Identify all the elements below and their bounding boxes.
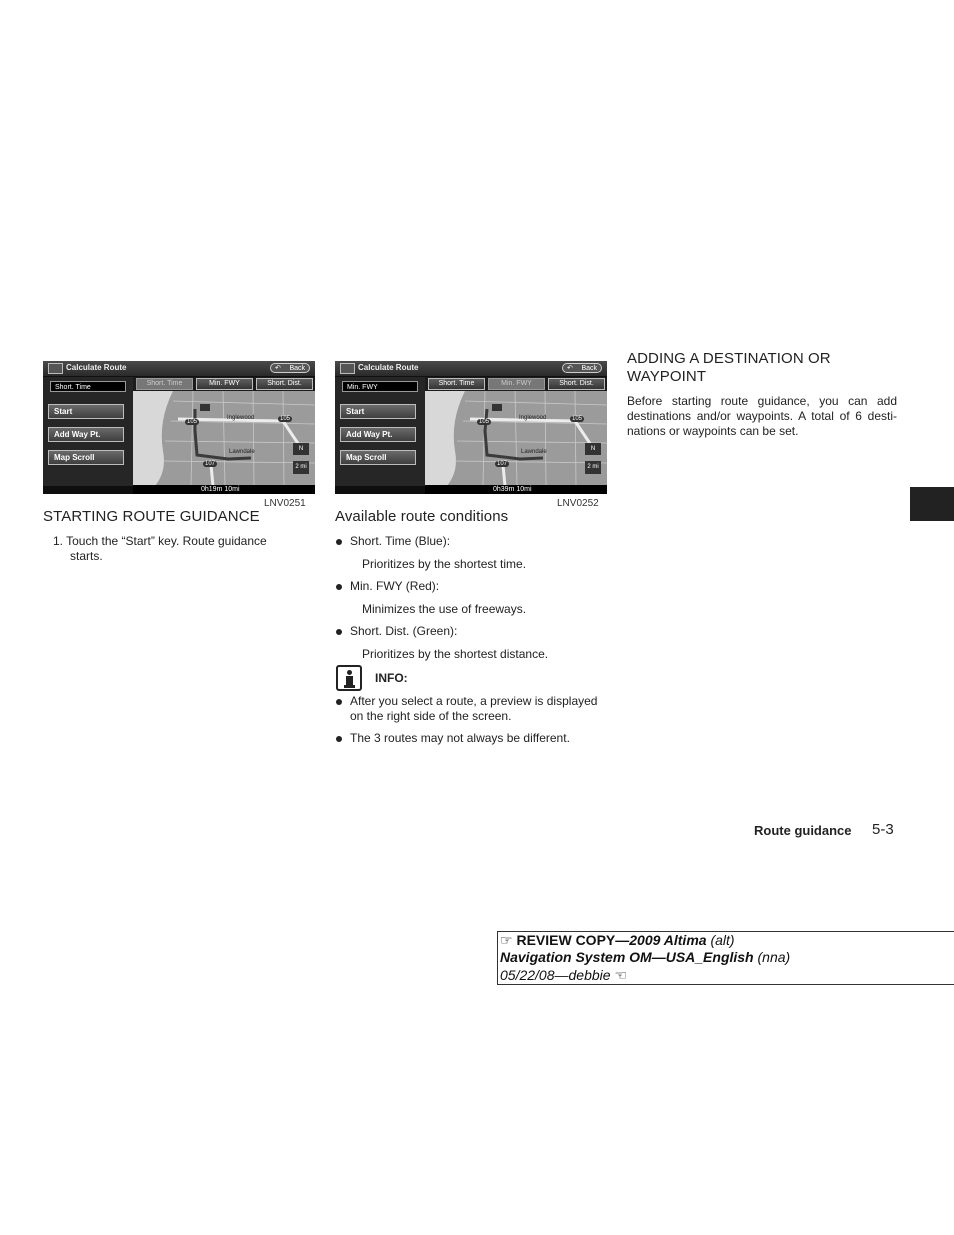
tab-short-time: Short. Time <box>428 378 485 390</box>
vehicle-code: (alt) <box>710 932 735 948</box>
info-label: INFO: <box>375 671 408 685</box>
start-button: Start <box>48 404 124 419</box>
review-line-1 <box>500 932 735 949</box>
city-label: Inglewood <box>519 415 547 421</box>
route-map <box>133 391 315 486</box>
nav-screenshot-2 <box>335 361 607 494</box>
map-graphic <box>425 391 607 486</box>
list-item <box>350 731 608 746</box>
bullet-icon <box>336 539 342 545</box>
condition-description: Prioritizes by the shortest time. <box>362 557 527 571</box>
bullet-icon <box>336 699 342 705</box>
figure-code: LNV0251 <box>264 498 306 509</box>
list-item <box>350 534 450 549</box>
tab-short-time: Short. Time <box>136 378 193 390</box>
condition-label: Short. Dist. (Green): <box>350 624 458 638</box>
tab-short-dist: Short. Dist. <box>548 378 605 390</box>
screen-menu-panel <box>43 377 133 486</box>
review-date-author: 05/22/08—debbie <box>500 967 611 983</box>
list-item <box>350 579 439 594</box>
route-map <box>425 391 607 486</box>
road-marker: 105 <box>187 419 198 425</box>
map-graphic <box>133 391 315 486</box>
adding-destination-body: Before starting route guidance, you can add destinations and/or waypoints. A total of 6 desti-nations or waypoints can be set. <box>627 394 897 438</box>
map-scroll-button: Map Scroll <box>340 450 416 465</box>
heading-line: ADDING A DESTINATION OR <box>627 350 831 367</box>
selected-route-field: Short. Time <box>50 381 126 392</box>
condition-description: Prioritizes by the shortest distance. <box>362 647 549 661</box>
section-heading-adding-destination <box>627 350 831 386</box>
chapter-tab-marker <box>910 487 954 521</box>
road-marker: 107 <box>205 461 216 467</box>
figure-code: LNV0252 <box>557 498 599 509</box>
bullet-icon <box>336 584 342 590</box>
scale-indicator: 2 mi <box>293 461 309 474</box>
scale-indicator: 2 mi <box>585 461 601 474</box>
city-label: Inglewood <box>227 415 255 421</box>
condition-label: Short. Time (Blue): <box>350 534 451 548</box>
heading-line: WAYPOINT <box>627 368 707 385</box>
selected-route-field: Min. FWY <box>342 381 418 392</box>
tab-min-fwy: Min. FWY <box>196 378 253 390</box>
city-label: Lawndale <box>229 449 255 455</box>
screen-title: Calculate Route <box>66 363 127 372</box>
document-code: (nna) <box>757 949 791 965</box>
nav-screenshot-1 <box>43 361 315 494</box>
section-heading-starting-route-guidance: STARTING ROUTE GUIDANCE <box>43 508 260 525</box>
info-icon <box>336 665 362 691</box>
tab-short-dist: Short. Dist. <box>256 378 313 390</box>
screen-bottom-strip <box>43 486 133 494</box>
map-scroll-button: Map Scroll <box>48 450 124 465</box>
add-waypoint-button: Add Way Pt. <box>48 427 124 442</box>
route-tabs <box>428 377 607 391</box>
step-1-text: 1. Touch the “Start” key. Route guidance <box>53 534 267 548</box>
menu-icon <box>340 363 355 374</box>
screen-title-bar <box>43 361 315 377</box>
step-1-continuation: starts. <box>70 549 103 563</box>
list-item <box>350 694 608 724</box>
bullet-icon <box>336 629 342 635</box>
screen-title-bar <box>335 361 607 377</box>
road-marker: 105 <box>280 416 291 422</box>
route-tabs <box>136 377 315 391</box>
footer-section-name: Route guidance <box>754 823 852 838</box>
pointing-hand-icon: ☜ <box>614 967 627 983</box>
back-button: ↶ Back <box>562 363 602 373</box>
route-time-distance: 0h19m 10mi <box>201 486 240 493</box>
review-line-2 <box>500 949 790 966</box>
screen-menu-panel <box>335 377 425 486</box>
road-marker: 105 <box>479 419 490 425</box>
page-number: 5-3 <box>872 821 894 838</box>
review-copy-box <box>497 931 954 985</box>
road-marker: 105 <box>572 416 583 422</box>
route-status-bar <box>133 485 315 494</box>
section-heading-route-conditions: Available route conditions <box>335 508 509 525</box>
road-marker: 107 <box>497 461 508 467</box>
document-name: Navigation System OM—USA_English <box>500 949 754 965</box>
info-text: After you select a route, a preview is displayed on the right side of the screen. <box>350 694 598 723</box>
review-line-3 <box>500 967 627 984</box>
condition-label: Min. FWY (Red): <box>350 579 440 593</box>
info-text: The 3 routes may not always be different. <box>350 731 570 745</box>
list-item <box>350 624 457 639</box>
vehicle-model: 2009 Altima <box>629 932 707 948</box>
pointing-hand-icon: ☞ <box>500 932 513 948</box>
route-status-bar <box>425 485 607 494</box>
condition-description: Minimizes the use of freeways. <box>362 602 527 616</box>
tab-min-fwy: Min. FWY <box>488 378 545 390</box>
city-label: Lawndale <box>521 449 547 455</box>
start-button: Start <box>340 404 416 419</box>
back-button: ↶ Back <box>270 363 310 373</box>
screen-bottom-strip <box>335 486 425 494</box>
screen-title: Calculate Route <box>358 363 419 372</box>
north-icon: N <box>585 443 601 455</box>
menu-icon <box>48 363 63 374</box>
route-time-distance: 0h39m 10mi <box>493 486 532 493</box>
bullet-icon <box>336 736 342 742</box>
review-label: REVIEW COPY— <box>516 932 630 948</box>
north-icon: N <box>293 443 309 455</box>
add-waypoint-button: Add Way Pt. <box>340 427 416 442</box>
